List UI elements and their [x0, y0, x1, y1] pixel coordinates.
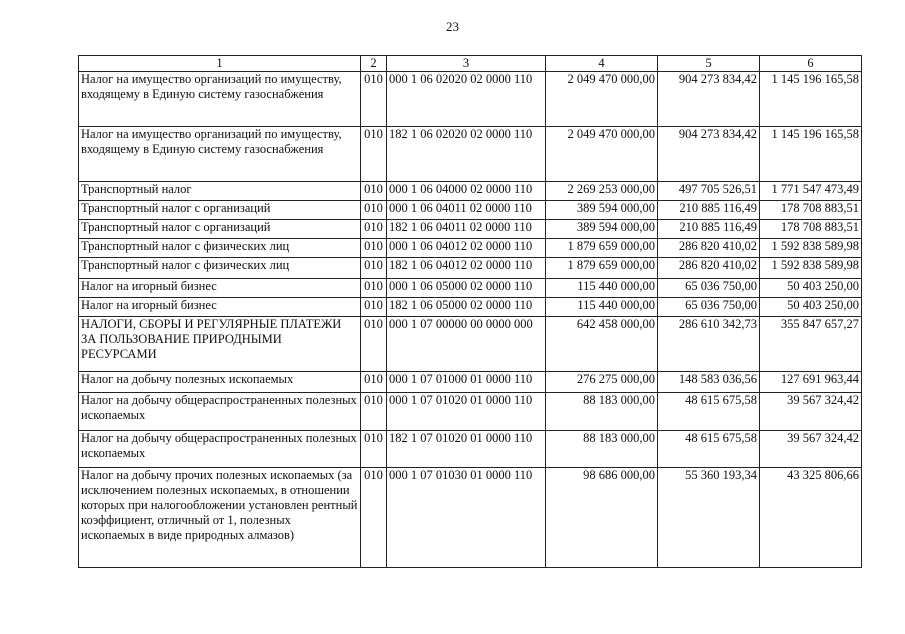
row-name: Налог на игорный бизнес: [79, 298, 361, 317]
row-approved: 88 183 000,00: [546, 393, 658, 431]
table-row: [79, 220, 862, 239]
table-row: [79, 317, 862, 372]
table-row: [79, 298, 862, 317]
header-cell: 3: [387, 56, 546, 72]
row-name: Налог на имущество организаций по имуществу, входящему в Единую систему газоснабжения: [79, 72, 361, 127]
row-approved: 389 594 000,00: [546, 201, 658, 220]
row-approved: 2 049 470 000,00: [546, 72, 658, 127]
row-unexecuted: 39 567 324,42: [760, 393, 862, 431]
row-approved: 1 879 659 000,00: [546, 258, 658, 279]
table-row: [79, 72, 862, 127]
row-unexecuted: 1 592 838 589,98: [760, 239, 862, 258]
row-executed: 286 820 410,02: [658, 239, 760, 258]
row-line-code: 010: [361, 468, 387, 568]
row-line-code: 010: [361, 298, 387, 317]
row-unexecuted: 1 145 196 165,58: [760, 127, 862, 182]
row-line-code: 010: [361, 72, 387, 127]
row-line-code: 010: [361, 393, 387, 431]
row-budget-code: 000 1 07 01030 01 0000 110: [387, 468, 546, 568]
page-number: 23: [446, 19, 459, 34]
row-executed: 210 885 116,49: [658, 220, 760, 239]
row-executed: 65 036 750,00: [658, 298, 760, 317]
row-executed: 904 273 834,42: [658, 72, 760, 127]
row-unexecuted: 50 403 250,00: [760, 298, 862, 317]
row-executed: 65 036 750,00: [658, 279, 760, 298]
row-line-code: 010: [361, 201, 387, 220]
row-name: Налог на добычу общераспространенных полезных ископаемых: [79, 431, 361, 468]
row-name: Транспортный налог: [79, 182, 361, 201]
row-executed: 48 615 675,58: [658, 393, 760, 431]
header-cell: 4: [546, 56, 658, 72]
table-row: [79, 372, 862, 393]
table-row: [79, 182, 862, 201]
table-row: [79, 127, 862, 182]
budget-table: [78, 55, 862, 568]
row-line-code: 010: [361, 127, 387, 182]
row-name: Налог на добычу общераспространенных полезных ископаемых: [79, 393, 361, 431]
table-row: [79, 431, 862, 468]
row-budget-code: 000 1 06 04012 02 0000 110: [387, 239, 546, 258]
header-cell: 1: [79, 56, 361, 72]
row-approved: 389 594 000,00: [546, 220, 658, 239]
row-line-code: 010: [361, 258, 387, 279]
row-budget-code: 182 1 07 01020 01 0000 110: [387, 431, 546, 468]
row-unexecuted: 1 145 196 165,58: [760, 72, 862, 127]
row-budget-code: 000 1 07 01000 01 0000 110: [387, 372, 546, 393]
row-line-code: 010: [361, 220, 387, 239]
header-cell: 2: [361, 56, 387, 72]
row-unexecuted: 39 567 324,42: [760, 431, 862, 468]
row-executed: 497 705 526,51: [658, 182, 760, 201]
row-line-code: 010: [361, 182, 387, 201]
row-budget-code: 000 1 06 05000 02 0000 110: [387, 279, 546, 298]
row-approved: 2 049 470 000,00: [546, 127, 658, 182]
row-executed: 55 360 193,34: [658, 468, 760, 568]
row-executed: 286 820 410,02: [658, 258, 760, 279]
row-unexecuted: 1 592 838 589,98: [760, 258, 862, 279]
row-budget-code: 182 1 06 04011 02 0000 110: [387, 220, 546, 239]
row-unexecuted: 43 325 806,66: [760, 468, 862, 568]
row-name: Налог на игорный бизнес: [79, 279, 361, 298]
row-name: Транспортный налог с организаций: [79, 201, 361, 220]
row-approved: 88 183 000,00: [546, 431, 658, 468]
header-cell: 5: [658, 56, 760, 72]
row-executed: 148 583 036,56: [658, 372, 760, 393]
table-row: [79, 239, 862, 258]
row-name: Транспортный налог с физических лиц: [79, 258, 361, 279]
table-row: [79, 201, 862, 220]
row-name: Налог на добычу полезных ископаемых: [79, 372, 361, 393]
row-approved: 1 879 659 000,00: [546, 239, 658, 258]
row-name: Налог на добычу прочих полезных ископаемых (за исключением полезных ископаемых, в отношении которых при налогообложении установлен рентный коэффициент, отличный от 1, полезных ископаемых в виде природных алмазов): [79, 468, 361, 568]
row-unexecuted: 127 691 963,44: [760, 372, 862, 393]
row-unexecuted: 178 708 883,51: [760, 201, 862, 220]
row-unexecuted: 1 771 547 473,49: [760, 182, 862, 201]
row-executed: 210 885 116,49: [658, 201, 760, 220]
row-budget-code: 000 1 07 00000 00 0000 000: [387, 317, 546, 372]
row-approved: 276 275 000,00: [546, 372, 658, 393]
row-executed: 48 615 675,58: [658, 431, 760, 468]
row-approved: 642 458 000,00: [546, 317, 658, 372]
row-executed: 904 273 834,42: [658, 127, 760, 182]
row-budget-code: 182 1 06 05000 02 0000 110: [387, 298, 546, 317]
row-line-code: 010: [361, 431, 387, 468]
row-name: Налог на имущество организаций по имуществу, входящему в Единую систему газоснабжения: [79, 127, 361, 182]
row-budget-code: 000 1 06 04000 02 0000 110: [387, 182, 546, 201]
table-row: [79, 258, 862, 279]
row-name: Транспортный налог с организаций: [79, 220, 361, 239]
row-unexecuted: 178 708 883,51: [760, 220, 862, 239]
row-budget-code: 182 1 06 04012 02 0000 110: [387, 258, 546, 279]
row-unexecuted: 50 403 250,00: [760, 279, 862, 298]
row-unexecuted: 355 847 657,27: [760, 317, 862, 372]
row-line-code: 010: [361, 239, 387, 258]
row-line-code: 010: [361, 317, 387, 372]
row-line-code: 010: [361, 372, 387, 393]
row-executed: 286 610 342,73: [658, 317, 760, 372]
row-budget-code: 000 1 07 01020 01 0000 110: [387, 393, 546, 431]
row-budget-code: 000 1 06 04011 02 0000 110: [387, 201, 546, 220]
row-approved: 115 440 000,00: [546, 298, 658, 317]
row-line-code: 010: [361, 279, 387, 298]
row-approved: 115 440 000,00: [546, 279, 658, 298]
row-approved: 98 686 000,00: [546, 468, 658, 568]
row-name: Транспортный налог с физических лиц: [79, 239, 361, 258]
header-row: [79, 56, 862, 72]
row-budget-code: 182 1 06 02020 02 0000 110: [387, 127, 546, 182]
row-approved: 2 269 253 000,00: [546, 182, 658, 201]
table-row: [79, 393, 862, 431]
row-budget-code: 000 1 06 02020 02 0000 110: [387, 72, 546, 127]
header-cell: 6: [760, 56, 862, 72]
row-name: НАЛОГИ, СБОРЫ И РЕГУЛЯРНЫЕ ПЛАТЕЖИ ЗА ПОЛЬЗОВАНИЕ ПРИРОДНЫМИ РЕСУРСАМИ: [79, 317, 361, 372]
table-row: [79, 468, 862, 568]
table-row: [79, 279, 862, 298]
